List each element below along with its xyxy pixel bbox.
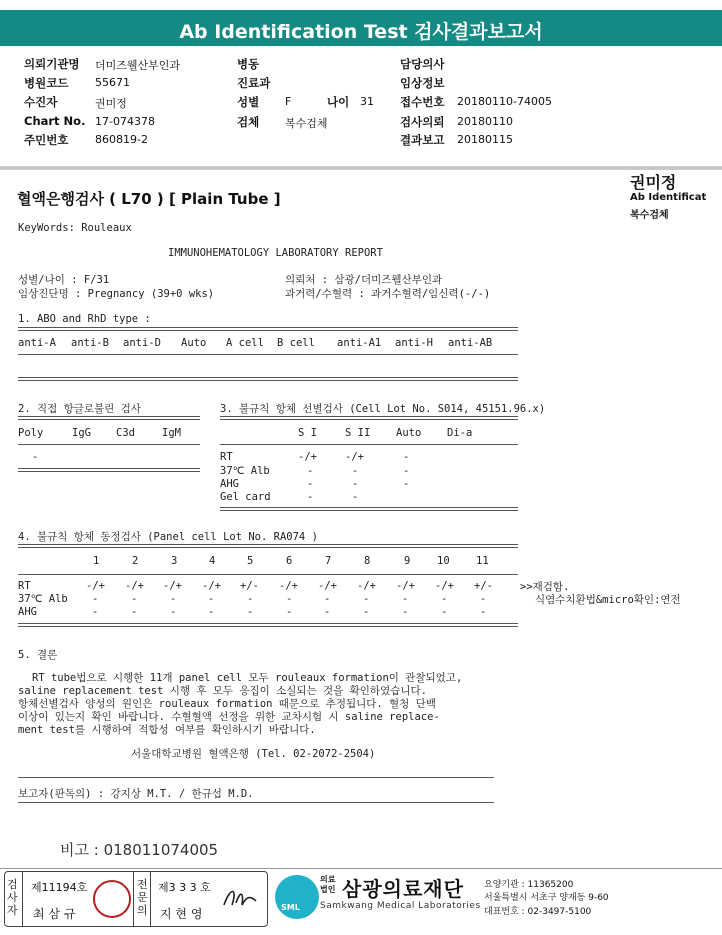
panel-cell-number: 3 [171,555,178,567]
inspector-label: 검사자 [7,878,18,917]
panel-cell-number: 11 [476,555,489,567]
footer [0,868,722,931]
panel-result: - [324,606,331,618]
sex-value: F [285,95,292,108]
dat-rule-bottom [18,468,200,472]
screen-rule-mid [220,444,518,445]
screen-cell: - [403,451,410,463]
conclusion-line: ment test를 시행하여 적합성 여부를 확인하시기 바랍니다. [18,724,316,736]
abo-col-anti-a1: anti-A1 [337,337,382,349]
dat-title: 2. 직접 항글로불린 검사 [18,403,141,415]
screen-cell: - [307,491,314,503]
specimen-value: 복수검체 [285,117,328,130]
panel-note-saline: 식염수치환법&micro확인:연전 [535,594,681,606]
panel-result: - [92,593,99,605]
panel-cell-number: 10 [437,555,450,567]
panel-result: - [286,593,293,605]
panel-result: - [480,606,487,618]
panel-cell-number: 7 [325,555,332,567]
panel-cell-number: 8 [364,555,371,567]
keywords: KeyWords: Rouleaux [18,222,132,234]
panel-result: -/+ [357,580,376,592]
reporter-rule-bottom [18,802,494,803]
chart-label: Chart No. [24,114,86,128]
reporter: 보고자(판독의) : 강지상 M.T. / 한규섭 M.D. [18,788,254,800]
screen-col-s2: S II [345,427,371,439]
panel-row-label: 37℃ Alb [18,593,68,605]
conclusion-line: 이상이 있는지 확인 바랍니다. 수혈혈액 선정을 위한 교차시험 시 saline replace- [18,711,440,723]
screen-cell: - [403,478,410,490]
section-title: 혈액은행검사 ( L70 ) [ Plain Tube ] [17,190,281,208]
panel-result: - [402,593,409,605]
remark: 비고 : 018011074005 [60,841,219,859]
screen-cell: - [307,465,314,477]
inspector-license: 제11194호 [31,881,88,894]
abo-col-a-cell: A cell [226,337,264,349]
dat-col-poly: Poly [18,427,44,439]
accession-value: 20180110-74005 [457,95,552,108]
care-number: 요양기관 : 11365200 [484,880,574,890]
conclusion-title: 5. 결론 [18,649,58,661]
panel-result: - [363,606,370,618]
panel-result: - [208,593,215,605]
accession-label: 접수번호 [400,95,445,109]
screen-cell: - [352,478,359,490]
abo-col-auto: Auto [181,337,207,349]
panel-note-retest: >>재검함. [520,581,570,593]
panel-row-label: RT [18,580,31,592]
panel-result: - [131,606,138,618]
header-divider [0,166,722,170]
sml-logo-icon [275,875,319,919]
abo-col-anti-a: anti-A [18,337,56,349]
recipient-value: 권미정 [95,97,127,110]
clinical-label: 임상정보 [400,76,445,90]
abo-title: 1. ABO and RhD type : [18,313,151,325]
doctor-label: 담당의사 [400,57,445,71]
panel-result: - [170,606,177,618]
institution-value: 더미즈웰산부인과 [95,59,181,72]
panel-result: - [480,593,487,605]
dat-col-igm: IgM [162,427,181,439]
abo-col-b-cell: B cell [277,337,315,349]
screen-cell: -/+ [345,451,364,463]
panel-result: - [363,593,370,605]
resident-value: 860819-2 [95,133,148,146]
panel-result: -/+ [279,580,298,592]
screen-cell: -/+ [298,451,317,463]
reported-label: 결과보고 [400,133,445,147]
panel-result: - [131,593,138,605]
hospital-code-value: 55671 [95,76,130,89]
panel-cell-number: 9 [404,555,411,567]
dat-value: - [32,451,39,463]
panel-result: -/+ [396,580,415,592]
abo-rule-mid [18,354,518,355]
abo-col-anti-b: anti-B [71,337,109,349]
panel-cell-number: 5 [247,555,254,567]
screen-row-label: AHG [220,478,239,490]
report-heading: IMMUNOHEMATOLOGY LABORATORY REPORT [168,247,383,259]
lab-phone: 대표번호 : 02-3497-5100 [484,907,592,917]
requested-label: 검사의뢰 [400,115,445,129]
screen-col-s1: S I [298,427,317,439]
stamp-name: 권미정 [630,173,677,192]
signature-divider [22,872,23,926]
panel-result: - [247,593,254,605]
panel-result: +/- [240,580,259,592]
abo-col-anti-h: anti-H [395,337,433,349]
sex-label: 성별 [237,95,260,109]
panel-result: -/+ [435,580,454,592]
conclusion-line: RT tube법으로 시행한 11개 panel cell 모두 rouleaux formation이 관찰되었고, [32,672,463,684]
panel-result: +/- [474,580,493,592]
dat-rule-top [18,416,200,420]
panel-cell-number: 1 [93,555,100,567]
panel-result: - [324,593,331,605]
recipient-label: 수진자 [24,95,58,109]
lab-prefix: 의료법인 [320,875,336,894]
conclusion-line: 항체선별검사 양성의 원인은 rouleaux formation 때문으로 추정됩니다. 혈청 단백 [18,698,436,710]
screen-title: 3. 불규칙 항체 선별검사 (Cell Lot No. S014, 45151.96.x) [220,403,546,415]
reviewer-label: 전문의 [137,878,148,917]
screen-cell: - [352,465,359,477]
panel-result: - [441,593,448,605]
panel-result: - [286,606,293,618]
screen-col-dia: Di-a [447,427,473,439]
age-value: 31 [360,95,374,108]
chart-value: 17-074378 [95,115,155,128]
inspector-seal-icon [93,880,131,918]
panel-row-label: AHG [18,606,37,618]
panel-result: - [92,606,99,618]
reviewer-name: 지 현 영 [160,907,203,921]
abo-col-anti-d: anti-D [123,337,161,349]
screen-row-label: 37℃ Alb [220,465,270,477]
stamp-test: Ab Identificat [630,192,707,203]
panel-rule-bottom [18,623,518,627]
dat-col-c3d: C3d [116,427,135,439]
panel-cell-number: 6 [286,555,293,567]
reporter-rule-top [18,777,494,778]
lab-name: 삼광의료재단 [342,877,464,901]
sml-logo-text: SML [281,903,300,912]
screen-cell: - [307,478,314,490]
panel-result: - [208,606,215,618]
lab-address: 서울특별시 서초구 양재동 9-60 [484,893,609,903]
conclusion-contact: 서울대학교병원 혈액은행 (Tel. 02-2072-2504) [131,748,376,760]
screen-row-label: RT [220,451,233,463]
resident-label: 주민번호 [24,133,69,147]
conclusion-line: saline replacement test 시행 후 모두 응집이 소실되는 것을 확인하였습니다. [18,685,427,697]
panel-result: - [402,606,409,618]
dat-col-igg: IgG [72,427,91,439]
inspector-name: 최 삼 규 [33,907,76,921]
age-label: 나이 [327,95,350,109]
specimen-label: 검체 [237,115,260,129]
report-title: Ab Identification Test 검사결과보고서 [179,21,543,43]
panel-result: - [247,606,254,618]
info-requester: 의뢰처 : 삼광/더미즈웰산부인과 [285,274,443,286]
panel-rule-top [18,544,518,548]
abo-col-anti-ab: anti-AB [448,337,493,349]
panel-result: -/+ [163,580,182,592]
panel-result: - [441,606,448,618]
info-history: 과거력/수혈력 : 과거수혈력/임신력(-/-) [285,288,491,300]
screen-cell: - [403,465,410,477]
lab-english: Samkwang Medical Laboratories [320,901,481,911]
signature-divider [133,872,134,926]
panel-result: -/+ [202,580,221,592]
info-diagnosis: 임상진단명 : Pregnancy (39+0 wks) [18,288,215,300]
panel-result: -/+ [318,580,337,592]
ward-label: 병동 [237,57,260,71]
panel-result: - [170,593,177,605]
panel-cell-number: 2 [132,555,139,567]
panel-rule-mid [18,574,518,575]
signature-icon [220,883,260,913]
panel-result: -/+ [125,580,144,592]
reported-value: 20180115 [457,133,513,146]
abo-rule-top [18,327,518,331]
signature-divider [150,872,151,926]
dat-rule-mid [18,444,200,445]
screen-cell: - [352,491,359,503]
screen-row-label: Gel card [220,491,271,503]
screen-col-auto: Auto [396,427,422,439]
info-sex-age: 성별/나이 : F/31 [18,274,110,286]
hospital-code-label: 병원코드 [24,76,69,90]
panel-title: 4. 불규칙 항체 동정검사 (Panel cell Lot No. RA074 ) [18,531,318,543]
screen-rule-bottom [220,507,518,511]
reviewer-license: 제3 3 3 호 [158,881,211,894]
institution-label: 의뢰기관명 [24,57,80,71]
abo-rule-bottom [18,377,518,381]
panel-result: -/+ [86,580,105,592]
dept-label: 진료과 [237,76,271,90]
stamp-specimen: 복수검체 [630,210,669,221]
requested-value: 20180110 [457,115,513,128]
panel-cell-number: 4 [209,555,216,567]
screen-rule-top [220,416,518,420]
